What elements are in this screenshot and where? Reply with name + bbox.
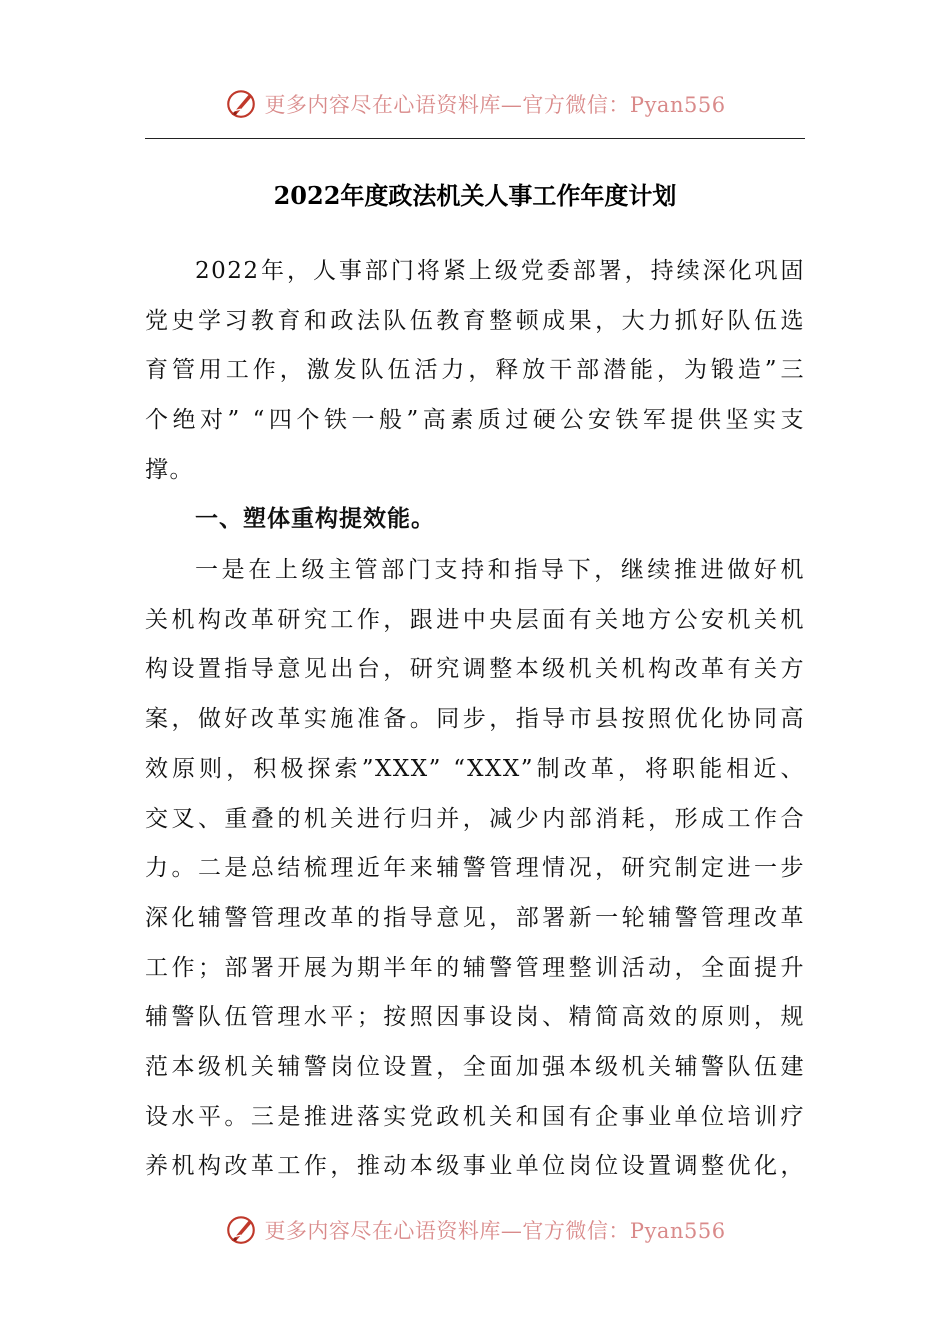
section-heading: 一、塑体重构提效能。 (195, 506, 435, 532)
header-divider (145, 138, 805, 139)
quill-seal-icon (224, 1213, 258, 1247)
paragraph-line: 交叉、重叠的机关进行归并，减少内部消耗，形成工作合 (145, 805, 805, 832)
watermark-banner-top (0, 84, 950, 124)
intro-paragraph (145, 247, 805, 496)
paragraph-line: 构设置指导意见出台，研究调整本级机关机构改革有关方 (145, 656, 805, 683)
paragraph-line: 辅警队伍管理水平；按照因事设岗、精简高效的原则，规 (145, 1004, 805, 1031)
watermark-text: 更多内容尽在心语资料库—官方微信：Pyan556 (264, 93, 726, 117)
paragraph-line: 育管用工作，激发队伍活力，释放干部潜能，为锻造”三 (145, 357, 805, 384)
paragraph-line: 撑。 (145, 456, 194, 483)
paragraph-line: 关机构改革研究工作，跟进中央层面有关地方公安机关机 (145, 606, 805, 633)
paragraph-line: 效原则，积极探索”XXX” “XXX”制改革，将职能相近、 (145, 755, 805, 782)
watermark-text: 更多内容尽在心语资料库—官方微信：Pyan556 (264, 1219, 726, 1243)
watermark-banner-bottom (0, 1210, 950, 1250)
paragraph-line: 深化辅警管理改革的指导意见，部署新一轮辅警管理改革 (145, 904, 805, 931)
paragraph-line: 个绝对” “四个铁一般”高素质过硬公安铁军提供坚实支 (145, 407, 805, 434)
paragraph-line: 设水平。三是推进落实党政机关和国有企事业单位培训疗 (145, 1103, 805, 1130)
paragraph-line: 范本级机关辅警岗位设置，全面加强本级机关辅警队伍建 (145, 1054, 805, 1081)
quill-seal-icon (224, 87, 258, 121)
paragraph-line: 工作；部署开展为期半年的辅警管理整训活动，全面提升 (145, 954, 805, 981)
paragraph-line: 2022年，人事部门将紧上级党委部署，持续深化巩固 (195, 258, 805, 284)
paragraph-line: 案，做好改革实施准备。同步，指导市县按照优化协同高 (145, 706, 805, 733)
paragraph-line: 力。二是总结梳理近年来辅警管理情况，研究制定进一步 (145, 855, 805, 882)
section1-paragraph (145, 546, 805, 1192)
document-title: 2022年度政法机关人事工作年度计划 (273, 181, 677, 210)
paragraph-line: 党史学习教育和政法队伍教育整顿成果，大力抓好队伍选 (145, 307, 805, 334)
paragraph-line: 一是在上级主管部门支持和指导下，继续推进做好机 (195, 557, 805, 583)
paragraph-line: 养机构改革工作，推动本级事业单位岗位设置调整优化， (145, 1153, 805, 1180)
